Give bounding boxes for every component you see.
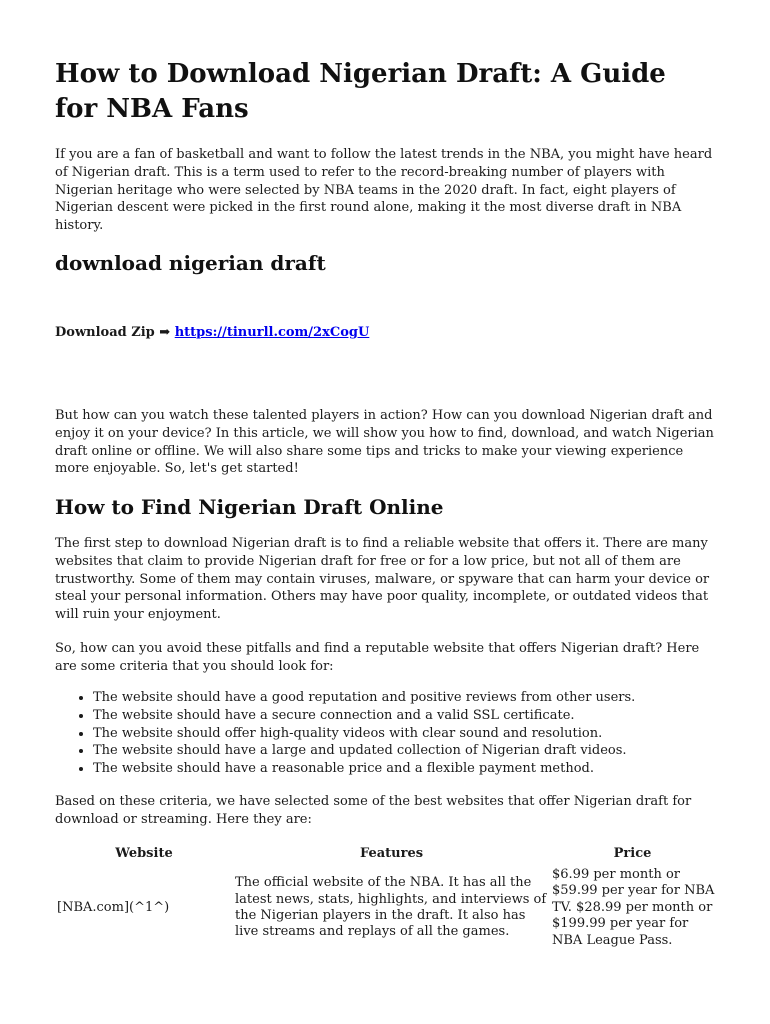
list-item: • The website should have a reasonable price and a flexible payment method.: [93, 760, 753, 778]
table-row: [55, 867, 715, 949]
intro-paragraph: If you are a fan of basketball and want to follow the latest trends in the NBA, you might have heard of Nigerian draft. This is a term used to refer to the record-breaking number of players with Nigerian heritage who were selected by NBA teams in the 2020 draft. In fact, eight players of Nigerian descent were picked in the first round alone, making it the most diverse draft in NBA history.: [55, 147, 713, 234]
header-website: Website: [115, 845, 173, 861]
intro-paragraph-2: But how can you watch these talented players in action? How can you download Nigerian draft and enjoy it on your device? In this article, we will show you how to find, download, and watch Nigerian draft online or offline. We will also share some tips and tricks to make your viewing experience more enjoyable. So, let's get started!: [55, 408, 714, 477]
article-title: How to Download Nigerian Draft: A Guide for NBA Fans: [55, 59, 666, 124]
list-item: • The website should offer high-quality videos with clear sound and resolution.: [93, 725, 753, 743]
websites-intro: Based on these criteria, we have selected some of the best websites that offer Nigerian draft for download or streaming. Here they are:: [55, 794, 692, 827]
criteria-intro: So, how can you avoid these pitfalls and find a reputable website that offers Nigerian draft? Here are some criteria that you should look for:: [55, 641, 700, 674]
find-paragraph: The first step to download Nigerian draft is to find a reliable website that offers it. There are many websites that claim to provide Nigerian draft for free or for a low price, but not all of them are trustworthy. Some of them may contain viruses, malware, or spyware that can harm your device or steal your personal information. Others may have poor quality, incomplete, or outdated videos that will ruin your enjoyment.: [55, 536, 710, 623]
table-header-row: [55, 841, 715, 867]
keyword-heading: download nigerian draft: [55, 251, 326, 275]
header-price: Price: [613, 845, 652, 861]
list-item: • The website should have a good reputation and positive reviews from other users.: [93, 689, 753, 707]
header-features: Features: [359, 845, 424, 861]
criteria-list: [55, 689, 753, 778]
cell-features: The official website of the NBA. It has all the latest news, stats, highlights, and interviews of the Nigerian players in the draft. It also has live streams and replays of all the games.: [235, 875, 547, 940]
cell-price: $6.99 per month or $59.99 per year for NBA TV. $28.99 per month or $199.99 per year for NBA League Pass.: [552, 867, 715, 948]
section-heading: How to Find Nigerian Draft Online: [55, 495, 444, 519]
list-item: • The website should have a large and updated collection of Nigerian draft videos.: [93, 742, 753, 760]
download-line: [55, 324, 715, 342]
download-link[interactable]: https://tinurll.com/2xCogU: [174, 325, 370, 340]
list-item: • The website should have a secure connection and a valid SSL certificate.: [93, 707, 753, 725]
websites-table: [55, 841, 715, 949]
download-label: Download Zip ➡: [55, 325, 171, 340]
cell-website: [NBA.com](^1^): [57, 899, 170, 915]
